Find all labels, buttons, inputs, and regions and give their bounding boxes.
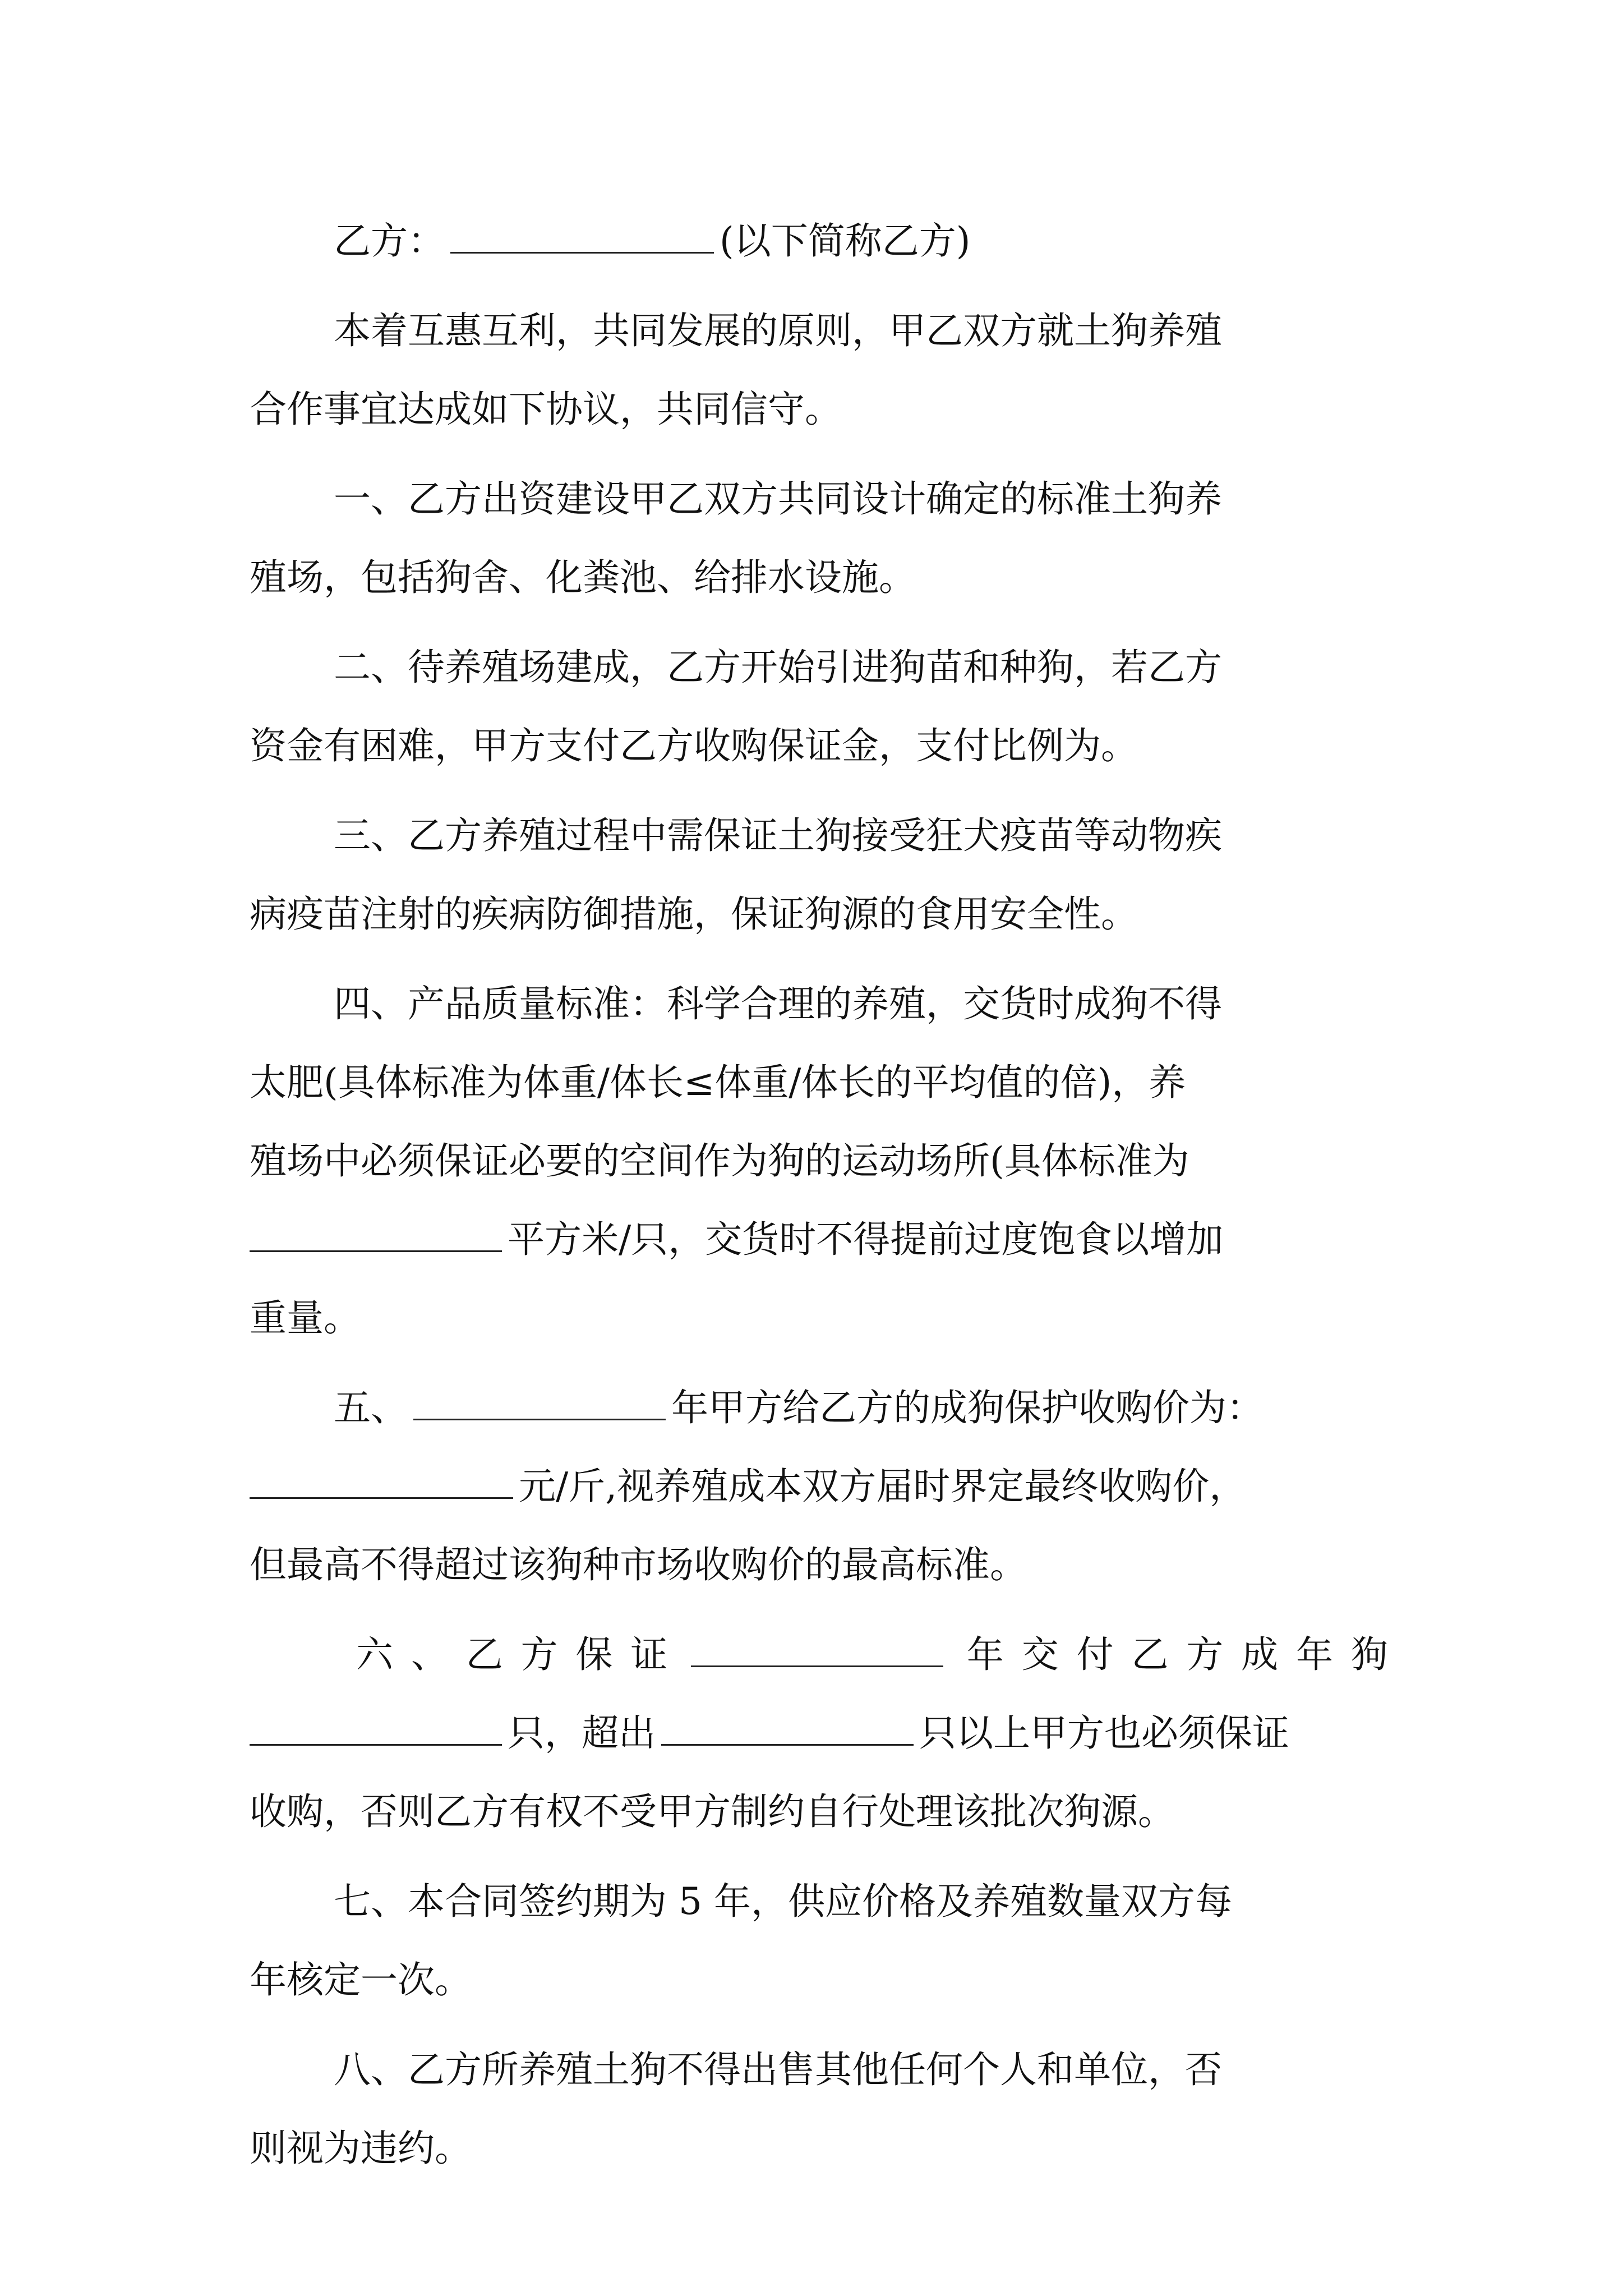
- clause6-word: 成: [1241, 1633, 1279, 1676]
- clause5-line-3: 但最高不得超过该狗种市场收购价的最高标准。: [250, 1543, 1027, 1586]
- party-b-line: [250, 202, 1388, 280]
- preamble-line-1: 本着互惠互利，共同发展的原则，甲乙双方就土狗养殖: [334, 309, 1222, 352]
- clause6-word: 乙: [1131, 1633, 1169, 1676]
- price-per-jin-blank[interactable]: [250, 1457, 513, 1499]
- clause6-line-2: [250, 1694, 1388, 1773]
- clause6-word: 、: [411, 1633, 448, 1676]
- clause6-word: 证: [630, 1633, 668, 1676]
- clause6-line-2-end: 只以上甲方也必须保证: [919, 1711, 1289, 1755]
- clause6-word: 付: [1076, 1633, 1114, 1676]
- clause4-line-4: [250, 1200, 1388, 1279]
- clause5-line-2: [250, 1447, 1388, 1526]
- clause6-line-3: 收购，否则乙方有权不受甲方制约自行处理该批次狗源。: [250, 1790, 1175, 1833]
- party-b-label: 乙方：: [334, 219, 445, 263]
- clause5-prefix: 五、: [334, 1386, 408, 1429]
- clause6-word: 方: [1186, 1633, 1224, 1676]
- clause6-word: 年: [1295, 1633, 1333, 1676]
- clause6-word: 乙: [465, 1633, 503, 1676]
- clause4-line-2: 太肥(具体标准为体重/体长≤体重/体长的平均值的倍)，养: [250, 1061, 1186, 1104]
- area-per-dog-blank[interactable]: [250, 1210, 502, 1252]
- clause6-word: 年: [966, 1633, 1004, 1676]
- clause2-line-2: 资金有困难，甲方支付乙方收购保证金，支付比例为。: [250, 724, 1138, 767]
- clause3-line-1: 三、乙方养殖过程中需保证土狗接受狂犬疫苗等动物疾: [334, 814, 1222, 857]
- contract-body: [250, 202, 1388, 2188]
- clause2-line-1: 二、待养殖场建成，乙方开始引进狗苗和种狗，若乙方: [334, 646, 1222, 689]
- clause5-year-blank[interactable]: [413, 1378, 666, 1420]
- clause6-line-1-spread: [356, 1616, 1388, 1694]
- clause6-word: 六: [356, 1633, 393, 1676]
- clause4-line-5: 重量。: [250, 1296, 361, 1340]
- clause5-line-2-text: 元/斤,视养殖成本双方届时界定最终收购价，: [519, 1465, 1247, 1508]
- clause6-word: 方: [520, 1633, 558, 1676]
- clause1-line-1: 一、乙方出资建设甲乙双方共同设计确定的标准土狗养: [334, 477, 1222, 521]
- clause7-line-1: 七、本合同签约期为 5 年，供应价格及养殖数量双方每: [334, 1880, 1232, 1923]
- clause6-word: 保: [575, 1633, 613, 1676]
- clause6-line-2-mid: 只，超出: [508, 1711, 656, 1755]
- clause4-line-3: 殖场中必须保证必要的空间作为狗的运动场所(具体标准为: [250, 1139, 1189, 1182]
- clause7-line-2: 年核定一次。: [250, 1958, 472, 2001]
- excess-count-blank[interactable]: [661, 1704, 914, 1746]
- party-b-name-blank[interactable]: [450, 211, 714, 254]
- party-b-suffix: (以下简称乙方): [720, 219, 971, 263]
- clause4-line-4-text: 平方米/只，交货时不得提前过度饱食以增加: [508, 1218, 1224, 1261]
- clause6-word: 交: [1021, 1633, 1059, 1676]
- preamble-line-2: 合作事宜达成如下协议，共同信守。: [250, 388, 842, 431]
- clause4-line-1: 四、产品质量标准：科学合理的养殖，交货时成狗不得: [334, 982, 1222, 1025]
- dog-count-blank[interactable]: [250, 1704, 502, 1746]
- clause1-line-2: 殖场，包括狗舍、化粪池、给排水设施。: [250, 556, 916, 599]
- clause6-word: 狗: [1350, 1633, 1388, 1676]
- clause8-line-1: 八、乙方所养殖土狗不得出售其他任何个人和单位，否: [334, 2048, 1222, 2091]
- clause6-year-blank[interactable]: [691, 1625, 943, 1667]
- clause3-line-2: 病疫苗注射的疾病防御措施，保证狗源的食用安全性。: [250, 892, 1138, 936]
- clause8-line-2: 则视为违约。: [250, 2127, 472, 2170]
- clause5-line-1-text: 年甲方给乙方的成狗保护收购价为：: [671, 1386, 1264, 1429]
- clause6-line-1: [250, 1616, 1388, 1694]
- clause5-line-1: [250, 1369, 1388, 1447]
